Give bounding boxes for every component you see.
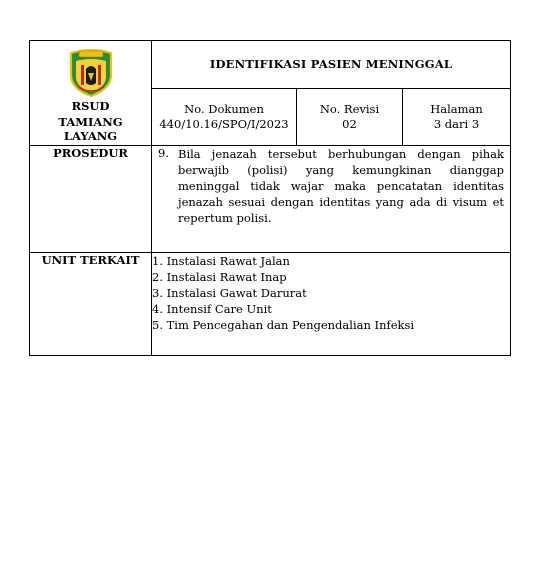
regency-coat-of-arms-icon [68, 47, 114, 97]
list-item: 1. Instalasi Rawat Jalan [152, 254, 290, 268]
procedure-step-text: Bila jenazah tersebut berhubungan dengan pihak berwajib (polisi) yang kemungkinan dianggap meninggal tidak wajar maka pencatatan identitas jenazah sesuai dengan identitas yang ada di visum et repertum polisi. [178, 147, 505, 225]
hospital-identity-cell [30, 41, 152, 146]
hospital-name-line1: RSUD [71, 99, 110, 113]
list-item: 3. Instalasi Gawat Darurat [152, 286, 307, 300]
procedure-row [30, 146, 511, 253]
page-cell [403, 88, 511, 145]
document-number-label: No. Dokumen [184, 101, 264, 116]
related-units-row [30, 253, 511, 356]
list-item: 5. Tim Pencegahan dan Pengendalian Infeksi [152, 318, 415, 332]
revision-label: No. Revisi [319, 101, 380, 116]
procedure-content [152, 146, 511, 253]
document-number-cell [152, 88, 297, 145]
revision-value: 02 [342, 116, 357, 131]
page-value: 3 dari 3 [433, 116, 480, 131]
hospital-name-line2: TAMIANG LAYANG [58, 115, 123, 143]
procedure-step-number: 9. [158, 146, 169, 160]
revision-cell [297, 88, 403, 145]
related-units-label: UNIT TERKAIT [30, 253, 152, 356]
document-title: IDENTIFIKASI PASIEN MENINGGAL [152, 41, 511, 89]
list-item: 2. Instalasi Rawat Inap [152, 270, 287, 284]
related-units-list [152, 253, 511, 356]
procedure-label: PROSEDUR [30, 146, 152, 253]
list-item: 4. Intensif Care Unit [152, 302, 272, 316]
procedure-step [158, 146, 504, 226]
header-row [30, 41, 511, 89]
spo-document-table [29, 40, 511, 356]
document-number-value: 440/10.16/SPO/I/2023 [159, 116, 289, 131]
page-label: Halaman [430, 101, 483, 116]
